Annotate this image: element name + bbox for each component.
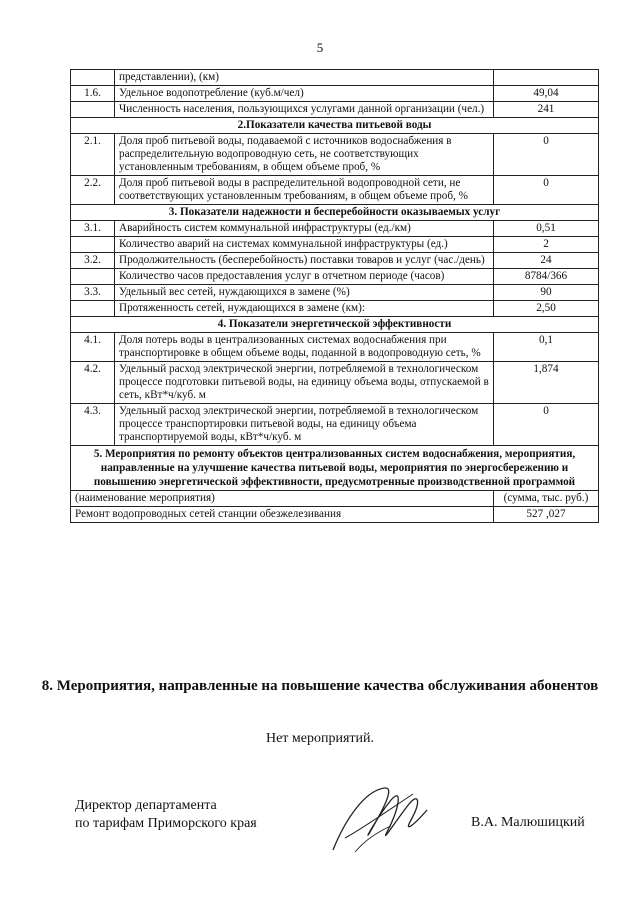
row-value: 8784/366 <box>494 269 599 285</box>
table-row <box>71 102 599 118</box>
section-title: 2.Показатели качества питьевой воды <box>71 118 599 134</box>
row-number <box>71 102 115 118</box>
table-row <box>71 362 599 404</box>
table-row <box>71 404 599 446</box>
row-label: Доля проб питьевой воды в распределительной водопроводной сети, не соответствующих установленным требованиям, в общем объеме проб, % <box>115 176 494 205</box>
plan-name: Ремонт водопроводных сетей станции обезжелезивания <box>71 507 494 523</box>
row-label: Протяженность сетей, нуждающихся в замене (км): <box>115 301 494 317</box>
row-value: 0 <box>494 404 599 446</box>
row-number: 1.6. <box>71 86 115 102</box>
section-title: 5. Мероприятия по ремонту объектов централизованных систем водоснабжения, мероприятия, направленные на улучшение качества питьевой воды, мероприятия по энергосбережению и повышению энергетической эффективности, предусмотренные производственной программой <box>71 446 599 491</box>
row-value: 2 <box>494 237 599 253</box>
row-label: Удельный расход электрической энергии, потребляемой в технологическом процессе транспортировки питьевой воды, на единицу объема транспортируемой воды, кВт*ч/куб. м <box>115 404 494 446</box>
table-row <box>71 253 599 269</box>
plan-sum: 527 ,027 <box>494 507 599 523</box>
table-row <box>71 221 599 237</box>
signatory-name: В.А. Малюшицкий <box>471 815 585 830</box>
row-label: Удельный вес сетей, нуждающихся в замене (%) <box>115 285 494 301</box>
row-value: 49,04 <box>494 86 599 102</box>
row-value: 0,1 <box>494 333 599 362</box>
table-row <box>71 491 599 507</box>
row-label: представлении), (км) <box>115 70 494 86</box>
plan-sum-header: (сумма, тыс. руб.) <box>494 491 599 507</box>
row-value: 0 <box>494 134 599 176</box>
section-title: 3. Показатели надежности и бесперебойности оказываемых услуг <box>71 205 599 221</box>
table-row <box>71 86 599 102</box>
section-header-row <box>71 317 599 333</box>
table-row <box>71 237 599 253</box>
table-row <box>71 269 599 285</box>
row-value: 0,51 <box>494 221 599 237</box>
row-number: 3.2. <box>71 253 115 269</box>
row-number: 2.1. <box>71 134 115 176</box>
indicators-table <box>70 69 599 523</box>
table-row <box>71 507 599 523</box>
no-measures-text: Нет мероприятий. <box>265 731 375 746</box>
row-value: 90 <box>494 285 599 301</box>
section-header-row <box>71 118 599 134</box>
row-label: Количество часов предоставления услуг в отчетном периоде (часов) <box>115 269 494 285</box>
row-label: Количество аварий на системах коммунальной инфраструктуры (ед.) <box>115 237 494 253</box>
section-header-row <box>71 205 599 221</box>
section-title: 4. Показатели энергетической эффективности <box>71 317 599 333</box>
table-row <box>71 176 599 205</box>
row-number: 3.3. <box>71 285 115 301</box>
row-label: Удельный расход электрической энергии, потребляемой в технологическом процессе подготовки питьевой воды, на единицу объема воды, отпускаемой в сеть, кВт*ч/куб. м <box>115 362 494 404</box>
row-label: Аварийность систем коммунальной инфраструктуры (ед./км) <box>115 221 494 237</box>
row-value: 1,874 <box>494 362 599 404</box>
page-number: 5 <box>316 40 324 55</box>
row-value: 241 <box>494 102 599 118</box>
position-line-1: Директор департамента <box>75 798 217 813</box>
handwritten-signature <box>325 780 435 860</box>
table-row <box>71 70 599 86</box>
row-label: Доля проб питьевой воды, подаваемой с источников водоснабжения в распределительную водопроводную сеть, не соответствующих установленным требованиям, в общем объеме проб, % <box>115 134 494 176</box>
row-number <box>71 70 115 86</box>
row-number: 2.2. <box>71 176 115 205</box>
row-number: 3.1. <box>71 221 115 237</box>
table-row <box>71 285 599 301</box>
row-number <box>71 269 115 285</box>
row-value: 0 <box>494 176 599 205</box>
plan-name-header: (наименование мероприятия) <box>71 491 494 507</box>
section-header-row <box>71 446 599 491</box>
row-value: 24 <box>494 253 599 269</box>
row-number <box>71 237 115 253</box>
row-number: 4.2. <box>71 362 115 404</box>
row-value <box>494 70 599 86</box>
table-row <box>71 333 599 362</box>
row-number <box>71 301 115 317</box>
row-number: 4.1. <box>71 333 115 362</box>
section-8-title: 8. Мероприятия, направленные на повышение качества обслуживания абонентов <box>41 678 599 694</box>
row-label: Удельное водопотребление (куб.м/чел) <box>115 86 494 102</box>
row-label: Продолжительность (бесперебойность) поставки товаров и услуг (час./день) <box>115 253 494 269</box>
row-value: 2,50 <box>494 301 599 317</box>
table-row <box>71 301 599 317</box>
row-label: Численность населения, пользующихся услугами данной организации (чел.) <box>115 102 494 118</box>
row-number: 4.3. <box>71 404 115 446</box>
row-label: Доля потерь воды в централизованных системах водоснабжения при транспортировке в общем объеме воды, поданной в водопроводную сеть, % <box>115 333 494 362</box>
position-line-2: по тарифам Приморского края <box>75 816 257 831</box>
table-row <box>71 134 599 176</box>
signatory-position <box>75 797 257 833</box>
